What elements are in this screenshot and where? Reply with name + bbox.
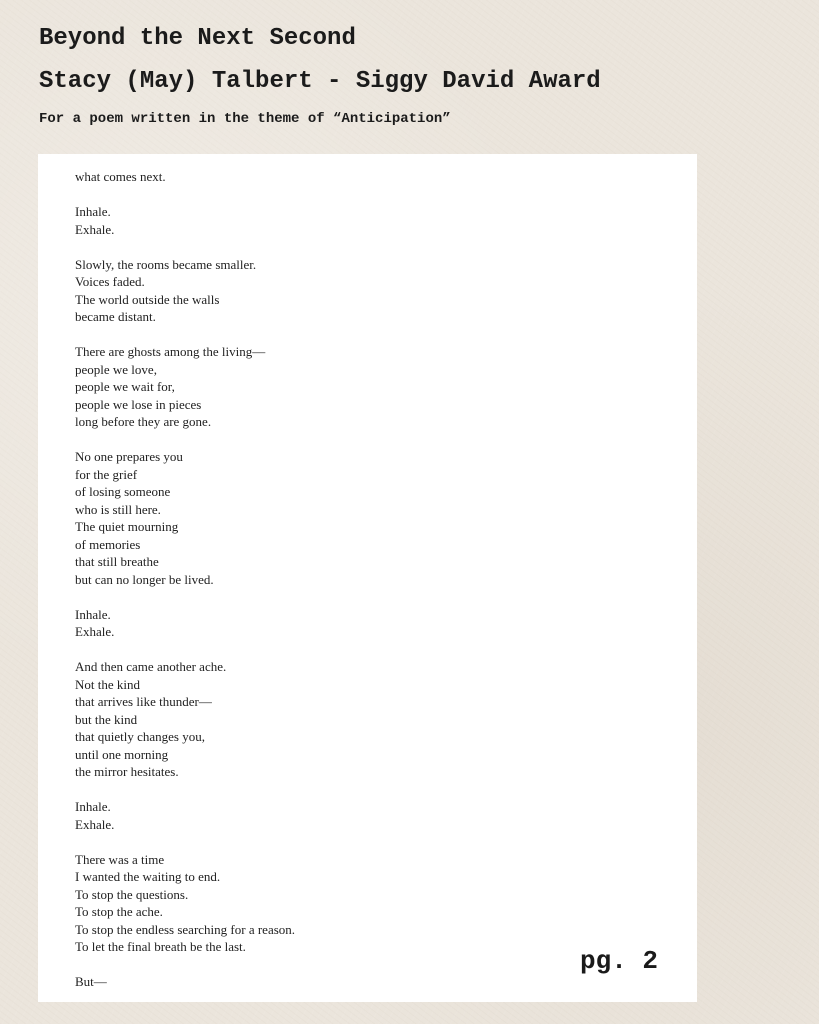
poem-line: until one morning [75,746,169,762]
poem-line: Exhale. [75,816,115,832]
poem-stanza [75,973,635,991]
poem-line: No one prepares you [75,449,183,464]
poem-line: that still breathe [75,554,159,569]
poem-line: The quiet mourning [75,519,179,534]
poem-line: Not the kind [75,676,140,692]
poem-stanza [75,203,635,238]
poem-line: The world outside the walls [75,291,220,307]
poem-stanza [75,851,635,956]
poem-line: To stop the endless searching for a reason. [75,921,296,937]
poem-line: Exhale. [75,221,115,237]
poem-line: Exhale. [75,624,115,639]
poem-line: To let the final breath be the last. [75,939,246,954]
poem-line: And then came another ache. [75,659,227,674]
poem-stanza [75,658,635,781]
poem-line: I wanted the waiting to end. [75,869,221,884]
theme-note: For a poem written in the theme of “Anticipation” [39,111,451,127]
page-title: Beyond the Next Second [39,25,356,52]
poem-line: became distant. [75,309,156,324]
poem-line: for the grief [75,466,138,482]
poem-line: But— [75,974,107,989]
poem-stanza [75,448,635,588]
poem-line: people we love, [75,361,157,377]
poem-line: that quietly changes you, [75,729,205,744]
poem-line: There are ghosts among the living— [75,344,266,359]
poem-line: of memories [75,536,141,552]
poem-line: long before they are gone. [75,414,212,429]
poem-line: that arrives like thunder— [75,694,212,709]
poem-line: people we lose in pieces [75,396,202,412]
author-award-line: Stacy (May) Talbert - Siggy David Award [39,68,601,95]
poem-line: Inhale. [75,606,111,622]
poem-line: Inhale. [75,799,111,814]
poem-line: There was a time [75,851,165,867]
poem-stanza [75,606,635,641]
poem-line: Voices faded. [75,274,145,289]
poem-stanza [75,798,635,833]
poem-line: what comes next. [75,169,166,184]
poem-page [38,154,697,1002]
poem-line: of losing someone [75,484,171,499]
poem-line: but can no longer be lived. [75,571,214,587]
poem-stanza [75,168,635,186]
poem-body [75,168,635,991]
poem-line: To stop the questions. [75,886,189,902]
poem-line: people we wait for, [75,379,175,394]
poem-line: but the kind [75,711,138,727]
poem-stanza [75,343,635,431]
poem-line: the mirror hesitates. [75,764,179,779]
poem-line: Slowly, the rooms became smaller. [75,256,257,272]
poem-line: To stop the ache. [75,904,163,919]
page-number: pg. 2 [580,946,659,976]
poem-line: Inhale. [75,204,111,219]
poem-stanza [75,256,635,326]
poem-line: who is still here. [75,501,161,517]
